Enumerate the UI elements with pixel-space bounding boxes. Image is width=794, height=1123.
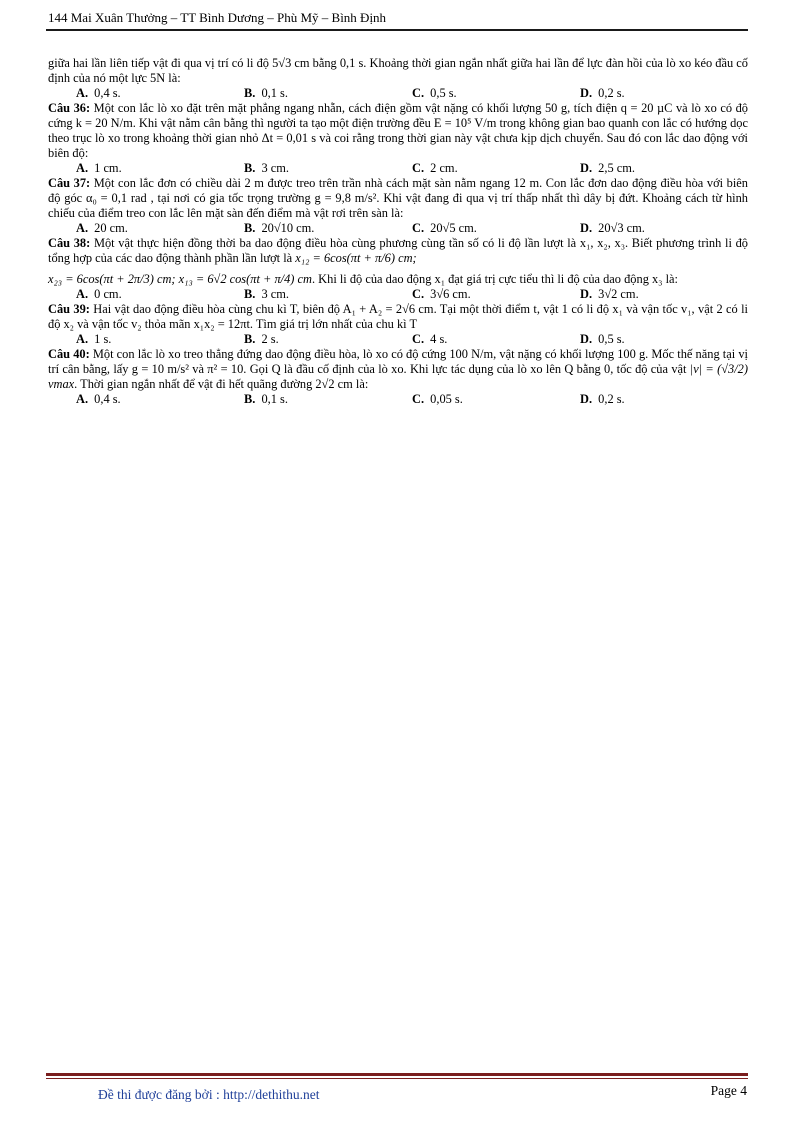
q40-label: Câu 40: — [48, 347, 90, 361]
q36-text — [48, 101, 748, 161]
answer-c: C. 2 cm. — [412, 161, 458, 175]
answer-c: C. 0,5 s. — [412, 86, 457, 100]
answer-b: B. 0,1 s. — [244, 86, 288, 100]
q40-body2: . Thời gian ngắn nhất để vật đi hết quãng đường 2√2 cm là: — [74, 377, 369, 391]
answer-c: C. 20√5 cm. — [412, 221, 477, 235]
q37-label: Câu 37: — [48, 176, 91, 190]
q40-body: Một con lắc lò xo treo thẳng đứng dao động điều hòa, lò xo có độ cứng 100 N/m, vật nặng có khối lượng 100 g. Mốc thế năng tại vị trí cân bằng, lấy g = 10 m/s² và π² = 10. Gọi Q là đầu cố định của lò xo. Khi lực tác dụng của lò xo lên Q bằng 0, tốc độ của vật — [48, 347, 748, 376]
q40-speed: |v| = (√3/2) vmax — [48, 362, 748, 391]
q38-answers — [76, 287, 748, 302]
answer-b: B. 0,1 s. — [244, 392, 288, 406]
answer-b: B. 2 s. — [244, 332, 279, 346]
q36-label: Câu 36: — [48, 101, 91, 115]
q39-answers — [76, 332, 748, 347]
q38-text — [48, 236, 748, 266]
footer-source-link[interactable]: Đề thi được đăng bởi : http://dethithu.net — [98, 1087, 320, 1102]
footer-rule-thin — [46, 1078, 748, 1079]
q37-text — [48, 176, 748, 221]
answer-c: C. 4 s. — [412, 332, 448, 346]
q38-label: Câu 38: — [48, 236, 91, 250]
answer-c: C. 3√6 cm. — [412, 287, 471, 301]
answer-d: D. 2,5 cm. — [580, 161, 635, 175]
q38-eq12: x₁₂ = 6cos(πt + π/6) cm; — [295, 251, 417, 265]
answer-d: D. 0,5 s. — [580, 332, 625, 346]
answer-d: D. 0,2 s. — [580, 86, 625, 100]
q37-answers — [76, 221, 748, 236]
page-number: Page 4 — [710, 1083, 747, 1098]
q38-body: Một vật thực hiện đồng thời ba dao động điều hòa cùng phương cùng tần số có li độ lần lượt là x₁, x₂, x₃. Biết phương trình li độ tổng hợp của các dao động thành phần lần lượt là — [48, 236, 748, 265]
q40-answers — [76, 392, 748, 407]
answer-b: B. 3 cm. — [244, 161, 290, 175]
answer-a: A. 0,4 s. — [76, 86, 121, 100]
answer-a: A. 20 cm. — [76, 221, 128, 235]
footer-rule — [46, 1073, 748, 1076]
q40-text — [48, 347, 748, 392]
page-header: 144 Mai Xuân Thưởng – TT Bình Dương – Phù Mỹ – Bình Định — [48, 10, 387, 25]
answer-b: B. 20√10 cm. — [244, 221, 315, 235]
q38-eq23: x₂₃ = 6cos(πt + 2π/3) cm; x₁₃ = 6√2 cos(πt + π/4) cm — [48, 272, 312, 286]
document-body — [48, 56, 748, 407]
q39-label: Câu 39: — [48, 302, 90, 316]
q39-text — [48, 302, 748, 332]
q39-body: Hai vật dao động điều hòa cùng chu kì T, biên độ A₁ + A₂ = 2√6 cm. Tại một thời điểm t, vật 1 có li độ x₁ và vận tốc v₁, vật 2 có li độ x₂ và vận tốc v₂ thỏa mãn x₁x₂ = 12πt. Tìm giá trị lớn nhất của chu kì T — [48, 302, 748, 331]
answer-b: B. 3 cm. — [244, 287, 290, 301]
answer-a: A. 0 cm. — [76, 287, 122, 301]
q36-answers — [76, 161, 748, 176]
q35-text: giữa hai lần liên tiếp vật đi qua vị trí có li độ 5√3 cm bằng 0,1 s. Khoảng thời gian ngắn nhất giữa hai lần để lực đàn hồi của lò xo kéo đầu cố định của nó một lực 5N là: — [48, 56, 748, 85]
answer-d: D. 3√2 cm. — [580, 287, 639, 301]
q35-answers — [76, 86, 748, 101]
answer-a: A. 1 s. — [76, 332, 112, 346]
answer-d: D. 0,2 s. — [580, 392, 625, 406]
answer-a: A. 0,4 s. — [76, 392, 121, 406]
q36-body: Một con lắc lò xo đặt trên mặt phẳng ngang nhẵn, cách điện gồm vật nặng có khối lượng 50 g, tích điện q = 20 µC và lò xo có độ cứng k = 20 N/m. Khi vật nằm cân bằng thì người ta tạo một điện trường đều E = 10⁵ V/m trong không gian bao quanh con lắc có hướng dọc theo trục lò xo trong khoảng thời gian nhỏ Δt = 0,01 s và coi rằng trong thời gian này vật chưa kịp dịch chuyển. Sau đó con lắc dao động với biên độ: — [48, 101, 748, 160]
q37-body: Một con lắc đơn có chiều dài 2 m được treo trên trần nhà cách mặt sàn nằm ngang 12 m. Con lắc đơn dao động điều hòa với biên độ góc α₀ = 0,1 rad , tại nơi có gia tốc trọng trường g = 9,8 m/s². Khi vật đang đi qua vị trí thấp nhất thì dây bị đứt. Khoảng cách từ hình chiếu của điểm treo con lắc lên mặt sàn đến điểm mà vật rơi trên sàn là: — [48, 176, 748, 220]
q38-body2: . Khi li độ của dao động x₁ đạt giá trị cực tiểu thì li độ của dao động x₃ là: — [311, 272, 678, 286]
answer-d: D. 20√3 cm. — [580, 221, 645, 235]
answer-c: C. 0,05 s. — [412, 392, 463, 406]
q38-text2 — [48, 272, 748, 287]
header-rule — [46, 29, 748, 31]
answer-a: A. 1 cm. — [76, 161, 122, 175]
